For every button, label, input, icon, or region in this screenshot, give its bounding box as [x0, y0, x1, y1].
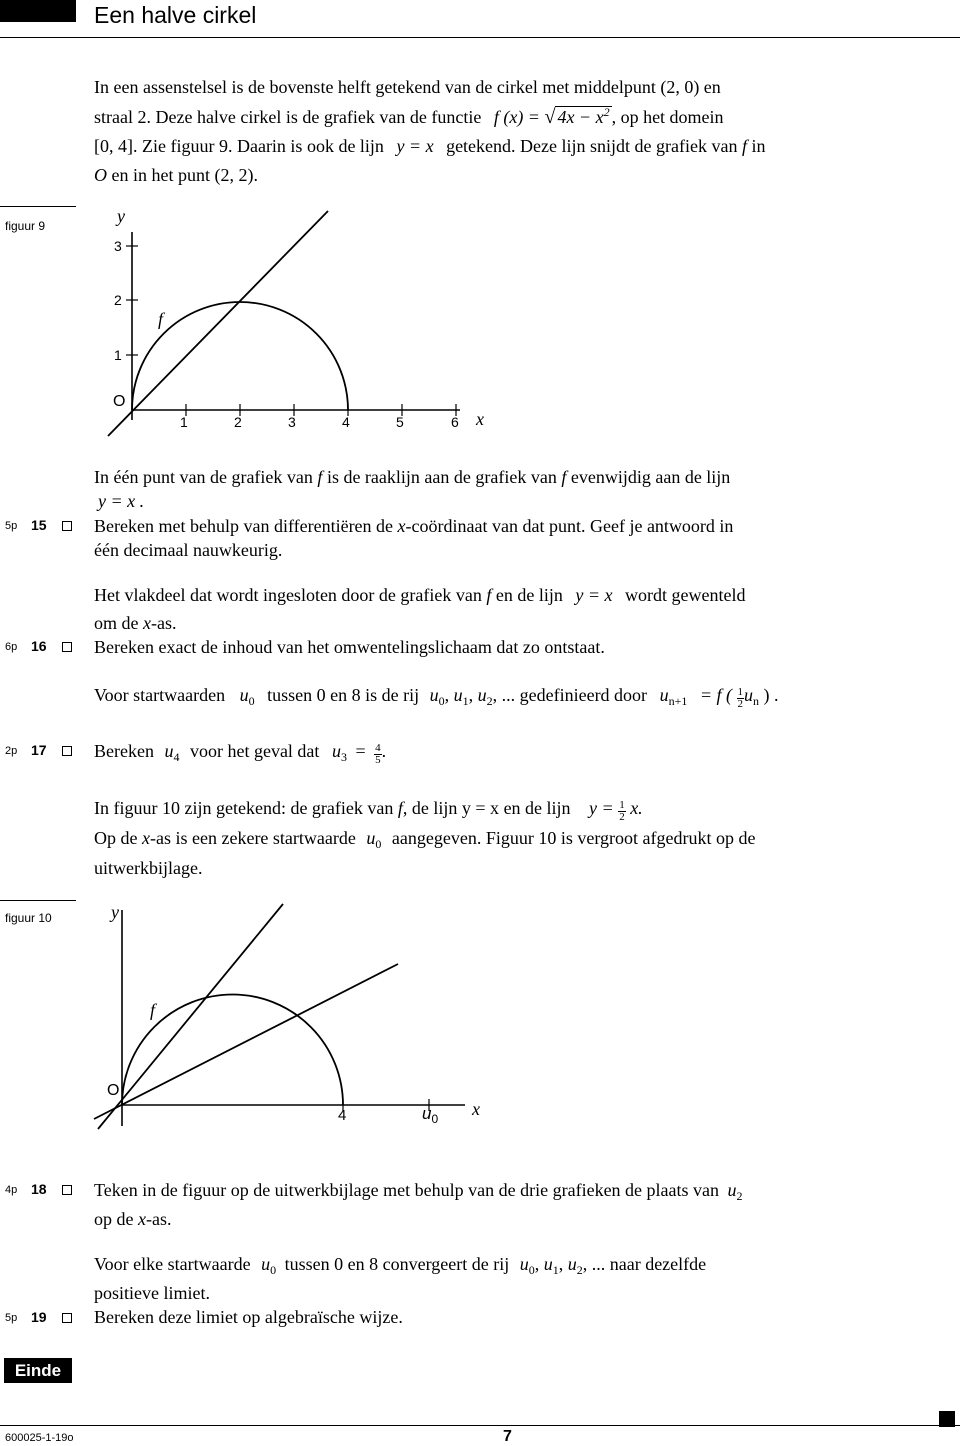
q17-num: 4: [375, 742, 381, 754]
seq-u2: u: [477, 685, 487, 705]
figure-10: [0, 880, 960, 1150]
q19-points: 5p: [5, 1312, 18, 1324]
para15-f1: f: [317, 467, 323, 487]
fig10-y-label: y: [111, 902, 119, 922]
fig9-xtick-label-2: 2: [234, 414, 242, 430]
para19-text-a: Voor elke startwaarde: [94, 1254, 251, 1274]
q17-u4-sub: 4: [173, 750, 180, 764]
intro-O: O: [94, 165, 107, 185]
rec-half-den: 2: [737, 698, 743, 710]
intro-text-3c: in: [751, 136, 766, 156]
fig9-x-label: x: [476, 409, 484, 429]
rec-lhs-sub: n+1: [668, 694, 688, 708]
einde-label: Einde: [4, 1358, 72, 1383]
fig9-xtick-label-1: 1: [180, 414, 188, 430]
q18-line-2: [94, 1208, 172, 1230]
para18-line-2: [94, 827, 755, 849]
fig9-xtick-label-3: 3: [288, 414, 296, 430]
q16-points: 6p: [5, 641, 18, 653]
q17-den: 5: [375, 754, 381, 766]
para19-u0: u: [261, 1254, 271, 1274]
q17-text-b: voor het geval dat: [189, 741, 320, 761]
seq19-u0: u: [519, 1254, 529, 1274]
para16-x: x: [143, 613, 151, 633]
q18-text-1: Teken in de figuur op de uitwerkbijlage met behulp van de drie grafieken de plaats van: [94, 1180, 720, 1200]
seq-u1-sub: 1: [462, 694, 469, 708]
para16-line-1: [94, 584, 745, 606]
fig9-ytick-label-2: 2: [114, 292, 122, 308]
footer-rule: [0, 1425, 960, 1426]
para18-u0: u: [366, 828, 376, 848]
fig9-xtick-label-4: 4: [342, 414, 350, 430]
q18-points: 4p: [5, 1184, 18, 1196]
para19-text-c: naar dezelfde: [609, 1254, 707, 1274]
q17-u3: u: [331, 741, 341, 761]
fig10-x-label: x: [472, 1099, 480, 1119]
para16-text-2b: -as.: [151, 613, 177, 633]
sqrt-sign: √: [544, 106, 556, 128]
intro-f: f: [741, 136, 747, 156]
q18-text-2b: -as.: [146, 1209, 172, 1229]
q17-checkbox[interactable]: [62, 746, 72, 756]
q16-text: Bereken exact de inhoud van het omwentelingslichaam dat zo ontstaat.: [94, 637, 605, 657]
fig9-f-label: f: [158, 309, 164, 329]
q15-checkbox[interactable]: [62, 521, 72, 531]
para18-text-1b: , de lijn: [402, 798, 458, 818]
intro-text-3b: getekend. Deze lijn snijdt de grafiek van: [446, 136, 738, 156]
para16-line-2: [94, 612, 177, 634]
fig10-xtick-label-4: 4: [338, 1107, 347, 1124]
para17-sequence: $u_0$, $u_1$, $u_2$, ...: [429, 685, 516, 708]
para18-text-2b: -as is een zekere startwaarde: [150, 828, 356, 848]
q17-eq: =: [355, 741, 366, 761]
para16-text-1c: wordt gewenteld: [625, 585, 746, 605]
seq-u2-sub: 2: [486, 694, 493, 708]
para18-text-2c: aangegeven. Figuur 10 is vergroot afgedrukt op de: [391, 828, 756, 848]
para18-half-num: 1: [619, 799, 625, 811]
q15-line-1: [94, 515, 733, 537]
rec-lhs: u: [659, 685, 669, 705]
para17-u0-sub: 0: [248, 694, 255, 708]
fig10-f-label: f: [150, 1000, 156, 1020]
q17-text-a: Bereken: [94, 741, 154, 761]
fig10-u0-u: u: [422, 1104, 432, 1123]
para17-text-b: tussen 0 en 8 is de rij: [267, 685, 420, 705]
para17-text-c: gedefinieerd door: [519, 685, 648, 705]
fig9-ytick-label-3: 3: [114, 238, 122, 254]
para19-u0-sub: 0: [270, 1263, 277, 1277]
q17-number: 17: [31, 742, 47, 758]
para16-text-1b: en de lijn: [495, 585, 563, 605]
seq19-u0-sub: 0: [528, 1263, 535, 1277]
intro-text-3a: [0, 4]. Zie figuur 9. Daarin is ook de lijn: [94, 136, 384, 156]
para17-line: [94, 684, 779, 710]
page-number: 7: [503, 1428, 512, 1445]
formula-radicand-text: 4x − x: [557, 107, 604, 127]
para16-text-2a: om de: [94, 613, 139, 633]
rec-end: ) .: [763, 685, 779, 705]
para15-line-1: [94, 466, 730, 488]
para18-eq2-rhs: x.: [630, 798, 643, 818]
fig9-xtick-label-5: 5: [396, 414, 404, 430]
rec-half: [737, 687, 745, 710]
para18-line-1: [94, 797, 643, 823]
q18-x: x: [138, 1209, 146, 1229]
para17-text-a: Voor startwaarden: [94, 685, 226, 705]
q19-checkbox[interactable]: [62, 1313, 72, 1323]
q16-number: 16: [31, 638, 47, 654]
figuur10-label: figuur 10: [5, 911, 52, 925]
seq19-u1: u: [543, 1254, 553, 1274]
q18-u2: u: [727, 1180, 737, 1200]
para15-text-1c: evenwijdig aan de lijn: [570, 467, 731, 487]
fig9-line-y-eq-x: [108, 211, 328, 436]
q17-points: 2p: [5, 745, 18, 757]
formula-exponent: 2: [603, 105, 610, 119]
para15-f2: f: [561, 467, 567, 487]
para18-eq2-lhs: y =: [589, 798, 614, 818]
fig10-u0-sub: 0: [431, 1112, 439, 1126]
fig10-xtick-label-u0: [422, 1104, 438, 1124]
figure-9: [0, 0, 960, 470]
seq19-u2-sub: 2: [576, 1263, 583, 1277]
fig9-xtick-label-6: 6: [451, 414, 459, 430]
q15-x: x: [397, 516, 406, 536]
fig9-y-label: y: [117, 206, 125, 226]
seq-u0-sub: 0: [438, 694, 445, 708]
q17-line: [94, 740, 386, 766]
q17-end: .: [381, 741, 387, 761]
para19-sequence: $u_0$, $u_1$, $u_2$, ...: [519, 1254, 606, 1277]
q16-checkbox[interactable]: [62, 642, 72, 652]
seq-u0: u: [429, 685, 439, 705]
para18-line-3: uitwerkbijlage.: [94, 858, 203, 878]
para18-text-1c: en de lijn: [503, 798, 571, 818]
q17-u3-sub: 3: [340, 750, 347, 764]
para16-f: f: [486, 585, 492, 605]
para16-eq: y = x: [575, 585, 613, 605]
para19-line-2: positieve limiet.: [94, 1283, 210, 1303]
page-title: Een halve cirkel: [94, 2, 257, 28]
para15-eq: y = x .: [98, 491, 145, 511]
para19-text-b: tussen 0 en 8 convergeert de rij: [284, 1254, 510, 1274]
formula-lhs: f (x) =: [493, 107, 545, 127]
rec-eq: = f (: [699, 685, 732, 705]
intro-text-4b: en in het punt (2, 2).: [111, 165, 258, 185]
intro-text-2b: , op het domein: [611, 107, 724, 127]
q19-text: Bereken deze limiet op algebraïsche wijze.: [94, 1307, 403, 1327]
q18-text-2a: op de: [94, 1209, 134, 1229]
para18-half-den: 2: [619, 811, 625, 823]
para18-x: x: [142, 828, 150, 848]
para18-eq1: y = x: [461, 798, 500, 818]
q19-number: 19: [31, 1309, 47, 1325]
intro-eq-yx: y = x: [396, 136, 434, 156]
para15-text-1a: In één punt van de grafiek van: [94, 467, 313, 487]
fig10-line-y-eq-x: [98, 904, 283, 1129]
q17-u4: u: [164, 741, 174, 761]
fig10-origin-label: O: [107, 1082, 120, 1099]
fig10-line-y-eq-half-x: [94, 964, 398, 1119]
para15-text-1b: is de raaklijn aan de grafiek van: [326, 467, 557, 487]
rec-half-num: 1: [737, 686, 743, 698]
footer-code: 600025-1-19o: [5, 1432, 74, 1444]
q15-text-1a: Bereken met behulp van differentiëren de: [94, 516, 394, 536]
para15-line-2: [98, 490, 144, 512]
q18-u2-sub: 2: [736, 1189, 743, 1203]
fig9-semicircle-f: [132, 302, 348, 410]
para18-half: [618, 800, 626, 823]
q15-text-1b: -coördinaat van dat punt. Geef je antwoord in: [405, 516, 734, 536]
q18-line-1: [94, 1179, 743, 1201]
intro-text-1: In een assenstelsel is de bovenste helft getekend van de cirkel met middelpunt (2, 0) en: [94, 77, 721, 97]
figuur9-label: figuur 9: [5, 219, 46, 233]
q15-points: 5p: [5, 520, 18, 532]
para19-line-1: [94, 1253, 706, 1275]
q15-line-2: één decimaal nauwkeurig.: [94, 540, 283, 560]
rec-u: u: [744, 685, 753, 705]
seq19-u2: u: [567, 1254, 577, 1274]
para18-u0-sub: 0: [375, 837, 382, 851]
para18-f: f: [397, 798, 403, 818]
para18-text-2a: Op de: [94, 828, 138, 848]
para17-u0: u: [239, 685, 249, 705]
q15-number: 15: [31, 517, 47, 533]
seq-u1: u: [453, 685, 463, 705]
para18-text-1a: In figuur 10 zijn getekend: de grafiek van: [94, 798, 394, 818]
para16-text-1a: Het vlakdeel dat wordt ingesloten door de grafiek van: [94, 585, 482, 605]
q17-fraction: [374, 743, 382, 766]
q18-checkbox[interactable]: [62, 1185, 72, 1195]
fig9-ytick-label-1: 1: [114, 347, 122, 363]
fig9-origin-label: O: [113, 393, 126, 410]
seq19-u1-sub: 1: [552, 1263, 559, 1277]
q18-number: 18: [31, 1181, 47, 1197]
rec-u-sub: n: [753, 694, 759, 708]
intro-text-2a: straal 2. Deze halve cirkel is de grafiek van de functie: [94, 107, 482, 127]
